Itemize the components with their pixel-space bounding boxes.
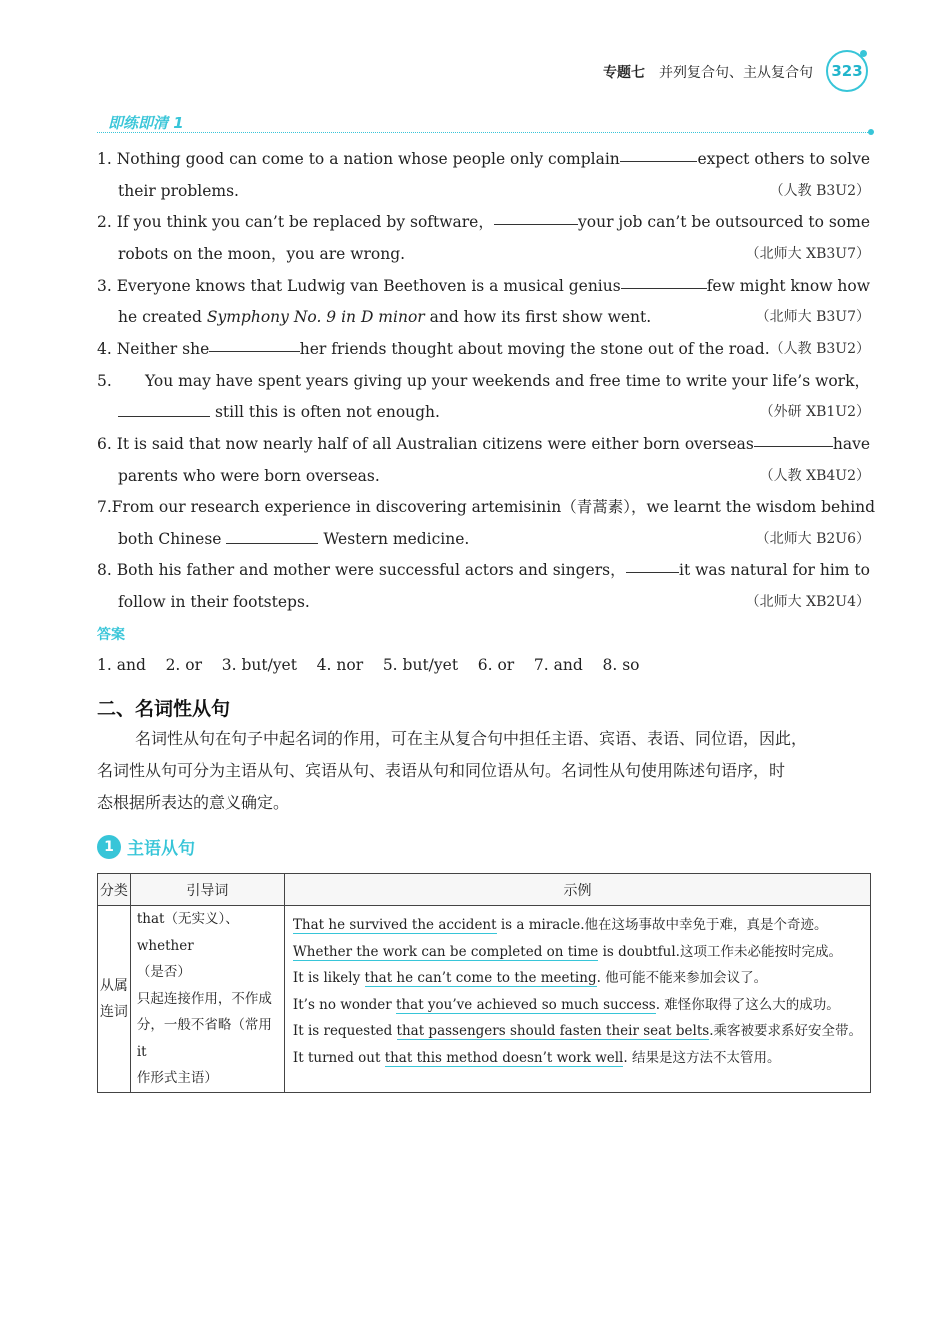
exercise-7-line2: both Chinese Western medicine. （北师大 B2U6） [118,530,870,548]
connector-cell: that（无实义）、whether （是否） 只起连接作用，不作成 分，一般不省略（常用 it 作形式主语） [130,906,284,1093]
example-sentence: It is likely that he can’t come to the meeting. 他可能不能来参加会议了。 [292,970,768,986]
exercise-3-line1: 3. Everyone knows that Ludwig van Beethoven is a musical genius few might know how [97,277,870,295]
answer-blank [620,149,698,162]
header-category: 分类 [98,874,131,906]
paragraph-line-3: 态根据所表达的意义确定。 [97,793,290,812]
subsection-number: 1 [97,835,121,859]
exercise-5-line2: still this is often not enough. （外研 XB1U2） [118,402,870,422]
source-label: （北师大 B3U7） [755,309,870,325]
answer-blank [626,560,679,573]
table-header-row [98,874,871,906]
category-cell: 从属 连词 [98,906,131,1093]
subject-clause-table [97,873,871,1093]
exercise-8-line1: 8. Both his father and mother were successful actors and singers， it was natural for him to [97,561,870,579]
subsection-title: 主语从句 [127,839,195,859]
example-sentence: It is requested that passengers should fasten their seat belts.乘客被要求系好安全带。 [292,1023,862,1039]
example-cell [284,906,870,1093]
exercise-7-line1: 7. From our research experience in discovering artemisinin（青蒿素），we learnt the wisdom behind [97,498,876,516]
topic-title: 并列复合句、主从复合句 [659,65,813,81]
source-label: （外研 XB1U2） [759,404,870,420]
answer-blank [118,404,210,417]
exercise-6-line1: 6. It is said that now nearly half of all Australian citizens were either born overseas have [97,435,870,453]
example-sentence: That he survived the accident is a miracle.他在这场事故中幸免于难，真是个奇迹。 [292,917,828,933]
answer-blank [209,339,300,352]
exercise-6-line2: parents who were born overseas. （人教 XB4U2） [118,467,870,485]
exercise-5-line1: 5. You may have spent years giving up your weekends and free time to write your life’s work， [97,372,870,390]
page-number-dot [860,50,867,57]
source-label: （北师大 XB3U7） [745,246,870,262]
topic-label: 专题七 [603,65,645,81]
page-number: 323 [826,50,868,92]
answers-heading: 答案 [97,627,125,643]
exercise-2-line1: 2. If you think you can’t be replaced by software， your job can’t be outsourced to some [97,213,870,231]
exercise-4-line1: 4. Neither she her friends thought about moving the stone out of the road. （人教 B3U2） [97,340,870,358]
source-label: （人教 XB4U2） [759,468,870,484]
symphony-title: Symphony No. 9 in D minor [206,308,425,326]
exercise-3-line2: he created Symphony No. 9 in D minor and how its first show went. （北师大 B3U7） [118,308,870,326]
paragraph-line-1: 名词性从句在句子中起名词的作用，可在主从复合句中担任主语、宾语、表语、同位语，因此， [135,729,808,748]
answer-blank [621,276,707,289]
table-row [98,906,871,1093]
answer-blank [494,212,578,225]
section-divider [97,132,870,133]
exercise-8-line2: follow in their footsteps. （北师大 XB2U4） [118,593,870,611]
answer-blank [226,531,318,544]
exercise-1-line1: 1. Nothing good can come to a nation whose people only complain expect others to solve [97,150,870,168]
example-sentence: It’s no wonder that you’ve achieved so much success. 难怪你取得了这么大的成功。 [292,996,840,1013]
source-label: （人教 B3U2） [769,183,870,199]
paragraph-line-2: 名词性从句可分为主语从句、宾语从句、表语从句和同位语从句。名词性从句使用陈述句语序，时 [97,761,786,780]
header-connector: 引导词 [130,874,284,906]
answers-text: 1. and 2. or 3. but/yet 4. nor 5. but/yet 6. or 7. and 8. so [97,656,640,674]
example-sentence: Whether the work can be completed on time is doubtful.这项工作未必能按时完成。 [292,943,842,960]
exercise-2-line2: robots on the moon，you are wrong. （北师大 XB3U7） [118,245,870,263]
section-heading: 二、名词性从句 [97,698,231,720]
source-label: （人教 B3U2） [769,341,870,357]
source-label: （北师大 XB2U4） [745,594,870,610]
source-label: （北师大 B2U6） [755,531,870,547]
running-header [603,62,813,82]
example-sentence: It turned out that this method doesn’t work well. 结果是这方法不太管用。 [292,1049,781,1066]
subsection-heading [97,834,195,859]
section-title: 即练即清 1 [108,114,184,132]
answer-blank [754,434,833,447]
exercise-1-line2: their problems. （人教 B3U2） [118,182,870,200]
header-example: 示例 [284,874,870,906]
